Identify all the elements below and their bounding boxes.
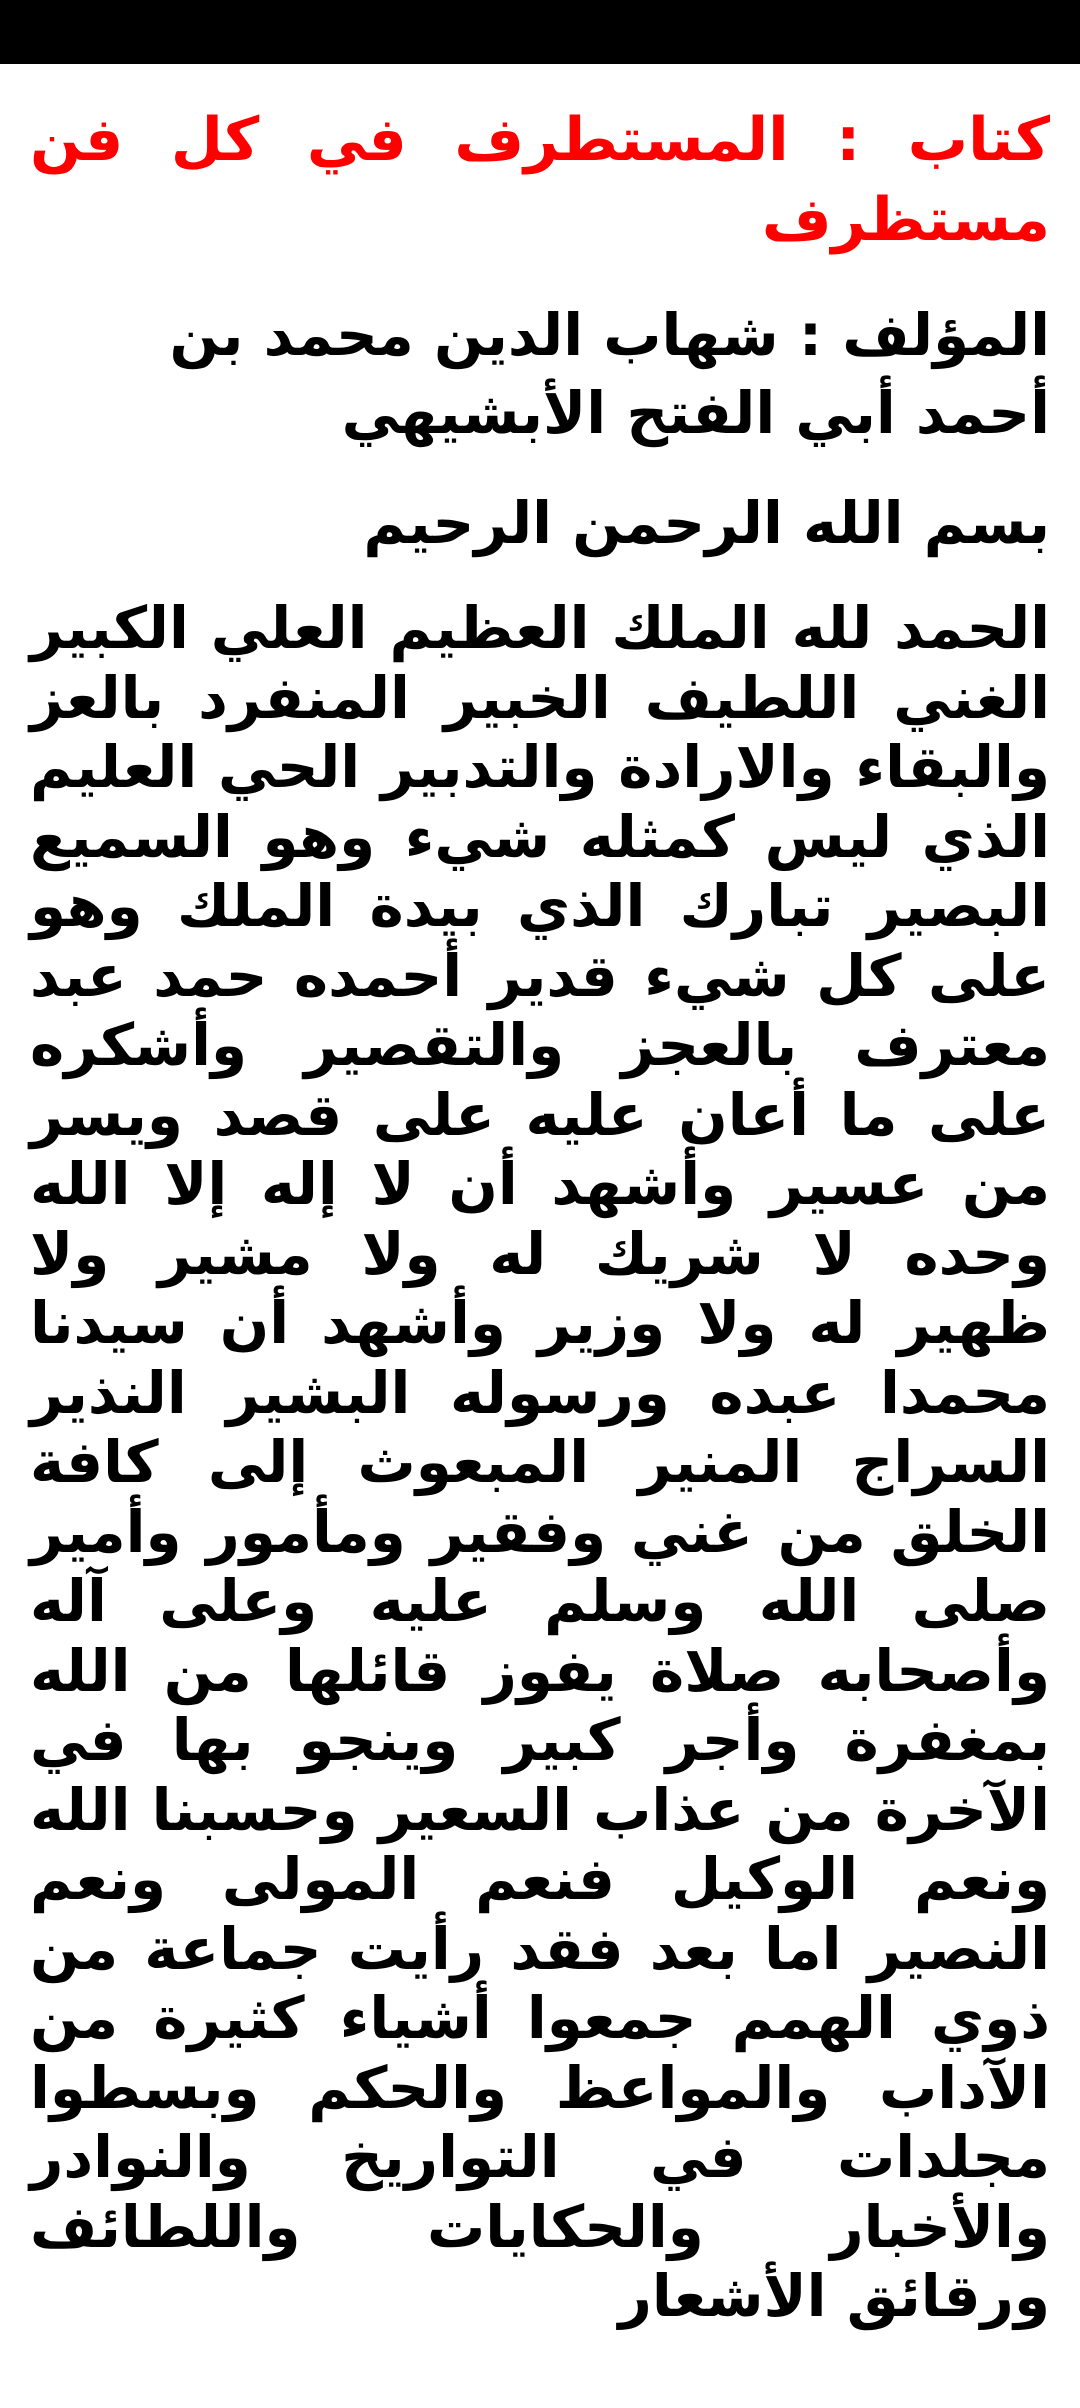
book-body-text: الحمد لله الملك العظيم العلي الكبير الغني اللطيف الخبير المنفرد بالعز والبقاء والارادة والتدبير الحي العليم الذي ليس كمثله شيء وهو السميع البصير تبارك الذي بيدة الملك وهو على كل شيء قدير أحمده حمد عبد معترف بالعجز والتقصير وأشكره على ما أعان عليه على قصد ويسر من عسير وأشهد أن لا إله إلا الله وحده لا شريك له ولا مشير ولا ظهير له ولا وزير وأشهد أن سيدنا محمدا عبده ورسوله البشير النذير السراج المنير المبعوث إلى كافة الخلق من غني وفقير ومأمور وأمير صلى الله وسلم عليه وعلى آله وأصحابه صلاة يفوز قائلها من الله بمغفرة وأجر كبير وينجو بها في الآخرة من عذاب السعير وحسبنا الله ونعم الوكيل فنعم المولى ونعم النصير اما بعد فقد رأيت جماعة من ذوي الهمم جمعوا أشياء كثيرة من الآداب والمواعظ والحكم وبسطوا مجلدات في التواريخ والنوادر والأخبار والحكايات واللطائف ورقائق الأشعار bbox=[30, 594, 1050, 2330]
status-bar bbox=[0, 0, 1080, 64]
basmala: بسم الله الرحمن الرحيم bbox=[363, 489, 1050, 557]
book-author: المؤلف : شهاب الدين محمد بن أحمد أبي الفتح الأبشيهي bbox=[169, 301, 1050, 447]
reader-content[interactable] bbox=[0, 64, 1080, 2408]
book-title: كتاب : المستطرف في كل فن مستظرف bbox=[30, 105, 1050, 255]
